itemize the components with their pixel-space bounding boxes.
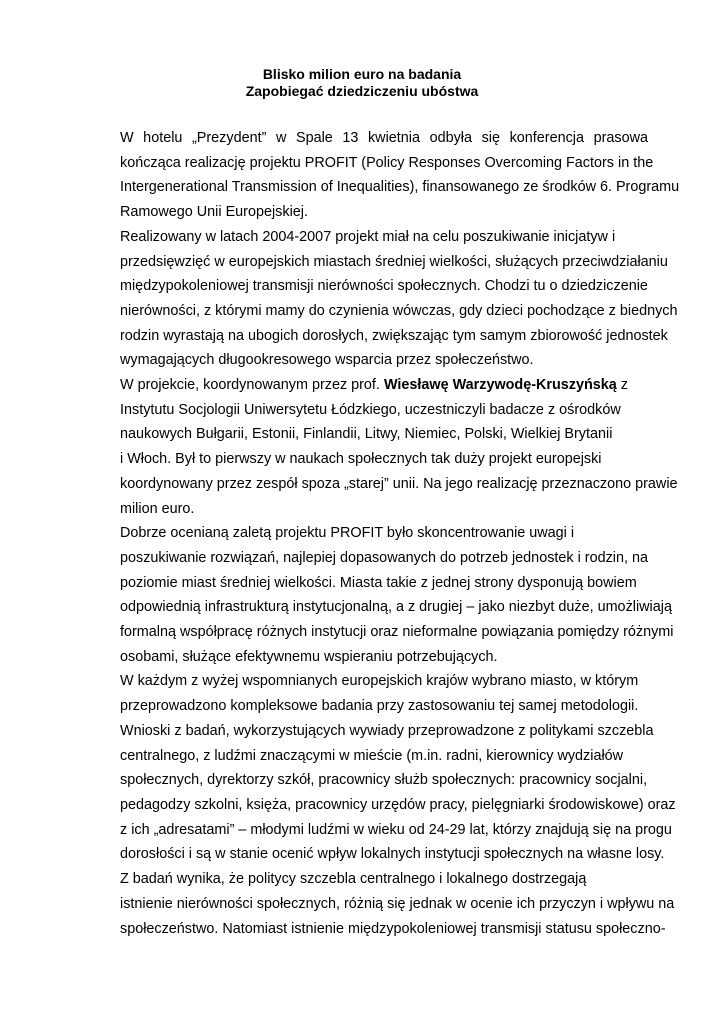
text-line: osobami, służące efektywnemu wspieraniu potrzebujących. bbox=[120, 648, 498, 665]
text-segment: W projekcie, koordynowanym przez prof. bbox=[120, 377, 384, 394]
text-line bbox=[76, 373, 648, 398]
paragraph-6 bbox=[76, 867, 675, 941]
text-line: odpowiednią infrastrukturą instytucjonalną, a z drugiej – jako niezbyt duże, umożliwiają bbox=[120, 599, 672, 616]
text-segment: z bbox=[616, 377, 629, 394]
paragraph-1 bbox=[76, 126, 680, 225]
text-line: poziomie miast średniej wielkości. Miasta takie z jednej strony dysponują bowiem bbox=[120, 574, 637, 591]
text-line: Intergenerational Transmission of Inequalities), finansowanego ze środków 6. Programu bbox=[120, 179, 680, 196]
text-line: milion euro. bbox=[120, 500, 195, 517]
document-title-line-2: Zapobiegać dziedziczeniu ubóstwa bbox=[245, 83, 479, 99]
text-line: wymagających długookresowego wsparcia przez społeczeństwo. bbox=[120, 352, 534, 369]
text-line: centralnego, z ludźmi znaczącymi w mieście (m.in. radni, kierownicy wydziałów bbox=[120, 747, 624, 764]
text-line: pedagodzy szkolni, księża, pracownicy urzędów pracy, pielęgniarki środowiskowe) oraz bbox=[120, 796, 676, 813]
text-line: Wnioski z badań, wykorzystujących wywiady przeprowadzone z politykami szczebla bbox=[120, 722, 654, 739]
text-line: przeprowadzono kompleksowe badania przy zastosowaniu tej samej metodologii. bbox=[120, 698, 639, 715]
text-line: formalną współpracę różnych instytucji oraz nieformalne powiązania pomiędzy różnymi bbox=[120, 624, 674, 641]
text-line: poszukiwanie rozwiązań, najlepiej dopasowanych do potrzeb jednostek i rodzin, na bbox=[120, 549, 648, 566]
text-line: i Włoch. Był to pierwszy w naukach społecznych tak duży projekt europejski bbox=[120, 451, 602, 468]
text-line: rodzin wyrastają na ubogich dorosłych, zwiększając tym samym zbiorowość jednostek bbox=[120, 327, 668, 344]
text-line: kończąca realizację projektu PROFIT (Policy Responses Overcoming Factors in the bbox=[120, 154, 654, 171]
text-line: naukowych Bułgarii, Estonii, Finlandii, Litwy, Niemiec, Polski, Wielkiej Brytanii bbox=[120, 426, 613, 443]
text-line: Dobrze ocenianą zaletą projektu PROFIT było skoncentrowanie uwagi i bbox=[120, 525, 575, 542]
text-line: W hotelu „Prezydent” w Spale 13 kwietnia odbyła się konferencja prasowa bbox=[120, 130, 648, 146]
document-body bbox=[76, 126, 680, 941]
document-title-line-1: Blisko milion euro na badania bbox=[262, 66, 462, 82]
text-line: dorosłości i są w stanie ocenić wpływ lokalnych instytucji społecznych na własne losy. bbox=[120, 846, 665, 863]
text-line: Z badań wynika, że politycy szczebla centralnego i lokalnego dostrzegają bbox=[120, 871, 587, 888]
text-line: W każdym z wyżej wspomnianych europejskich krajów wybrano miasto, w którym bbox=[120, 673, 639, 690]
text-line: z ich „adresatami” – młodymi ludźmi w wieku od 24-29 lat, którzy znajdują się na progu bbox=[120, 821, 672, 838]
text-line: przedsięwzięć w europejskich miastach średniej wielkości, służących przeciwdziałaniu bbox=[120, 253, 668, 270]
text-line: Realizowany w latach 2004-2007 projekt miał na celu poszukiwanie inicjatyw i bbox=[120, 228, 616, 245]
text-line: społecznych, dyrektorzy szkół, pracownicy służb społecznych: pracownicy socjalni, bbox=[120, 772, 648, 789]
text-line: Ramowego Unii Europejskiej. bbox=[120, 204, 308, 221]
paragraph-3 bbox=[76, 373, 678, 521]
text-line: istnienie nierówności społecznych, różnią się jednak w ocenie ich przyczyn i wpływu na bbox=[120, 895, 675, 912]
text-line: koordynowany przez zespół spoza „starej” unii. Na jego realizację przeznaczono prawie bbox=[120, 475, 678, 492]
text-line: międzypokoleniowej transmisji nierówności społecznych. Chodzi tu o dziedziczenie bbox=[120, 278, 648, 295]
paragraph-5 bbox=[76, 669, 676, 867]
author-name-bold: Wiesławę Warzywodę-Kruszyńską bbox=[383, 377, 617, 394]
paragraph-4 bbox=[76, 521, 674, 669]
paragraph-2 bbox=[76, 225, 678, 373]
text-line: społeczeństwo. Natomiast istnienie międzypokoleniowej transmisji statusu społeczno- bbox=[120, 920, 666, 937]
text-line: nierówności, z którymi mamy do czynienia wówczas, gdy dzieci pochodzące z biednych bbox=[120, 302, 678, 319]
text-line: Instytutu Socjologii Uniwersytetu Łódzkiego, uczestniczyli badacze z ośrodków bbox=[120, 401, 621, 418]
